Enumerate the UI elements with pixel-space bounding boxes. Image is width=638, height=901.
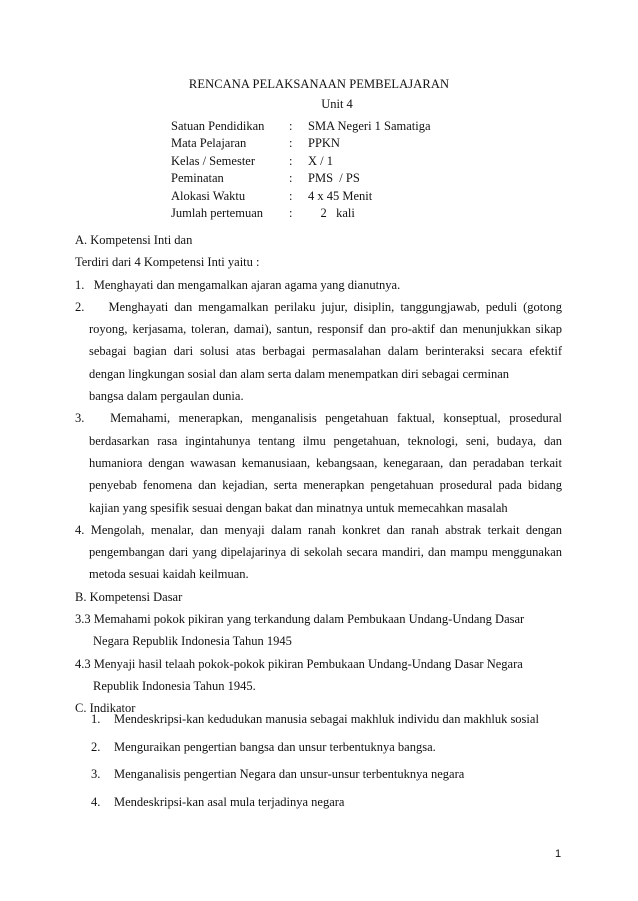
ki-item-4-line: metoda sesuai kaidah keilmuan. <box>89 567 249 582</box>
ki-item-3-line: penyebab fenomena dan kejadian, serta menerapkan pengetahuan prosedural pada bidang <box>89 478 562 493</box>
indicator-number: 2. <box>91 739 101 754</box>
meta-value: PPKN <box>308 136 340 151</box>
ki-item-2-line <box>75 296 562 318</box>
ki-number: 2. <box>75 299 85 314</box>
indicator-text: Mendeskripsi-kan kedudukan manusia sebagai makhluk individu dan makhluk sosial <box>114 712 539 726</box>
indicator-item <box>91 795 539 823</box>
meta-colon: : <box>289 119 293 133</box>
meta-row <box>171 136 431 153</box>
document-title: RENCANA PELAKSANAAN PEMBELAJARAN <box>188 77 450 91</box>
section-a <box>75 229 562 720</box>
indicator-item <box>91 712 539 740</box>
ki-item-2-line: dengan lingkungan sosial dan alam serta dalam menempatkan diri sebagai cerminan <box>89 366 509 381</box>
ki-item-2-line: sebagai bagian dari solusi atas berbagai permasalahan dalam berinteraksi secara efektif <box>89 344 562 359</box>
ki-item-3-line: kajian yang spesifik sesuai dengan bakat dan minatnya untuk memecahkan masalah <box>89 500 508 515</box>
section-a-heading: A. Kompetensi Inti dan <box>75 233 193 247</box>
ki-item-1 <box>75 274 562 296</box>
ki-text: Memahami, menerapkan, menganalisis pengetahuan faktual, konseptual, prosedural <box>110 411 562 426</box>
ki-item-4-line <box>75 519 562 541</box>
meta-label: Peminatan <box>171 171 224 186</box>
meta-label: Alokasi Waktu <box>171 188 246 203</box>
ki-item-2-line: royong, kerjasama, toleran, damai), santun, responsif dan pro-aktif dan menunjukkan sikap <box>89 322 562 337</box>
meta-label: Kelas / Semester <box>171 153 256 168</box>
indicator-number: 1. <box>91 712 101 726</box>
meta-label: Satuan Pendidikan <box>171 119 265 133</box>
indicator-text: Mendeskripsi-kan asal mula terjadinya negara <box>114 794 345 809</box>
indicator-item <box>91 740 539 768</box>
indicator-text: Menganalisis pengertian Negara dan unsur-unsur terbentuknya negara <box>114 767 465 782</box>
meta-value: PMS / PS <box>308 171 360 186</box>
section-c-heading: C. Indikator <box>75 701 136 716</box>
ki-text: Mengolah, menalar, dan menyaji dalam ranah konkret dan ranah abstrak terkait dengan <box>90 522 562 537</box>
kd-item-2-line: Republik Indonesia Tahun 1945. <box>93 678 256 693</box>
kd-number: 3.3 <box>75 612 91 627</box>
ki-number: 3. <box>75 411 85 426</box>
kd-text: Menyaji hasil telaah pokok-pokok pikiran Pembukaan Undang-Undang Dasar Negara <box>93 656 523 671</box>
meta-row <box>171 171 431 188</box>
meta-value: X / 1 <box>308 153 333 168</box>
indicator-item <box>91 767 539 795</box>
meta-label: Mata Pelajaran <box>171 136 247 151</box>
meta-colon: : <box>289 171 293 186</box>
kd-number: 4.3 <box>75 656 91 671</box>
ki-item-3-line <box>75 407 562 429</box>
meta-colon: : <box>289 188 293 203</box>
meta-label: Jumlah pertemuan <box>171 205 263 220</box>
indicator-number: 4. <box>91 794 101 809</box>
indicator-text: Menguraikan pengertian bangsa dan unsur terbentuknya bangsa. <box>114 739 436 754</box>
ki-number: 1. <box>75 277 85 292</box>
kd-item-1-line <box>75 608 562 630</box>
kd-item-1-line: Negara Republik Indonesia Tahun 1945 <box>93 634 292 649</box>
meta-colon: : <box>289 153 293 168</box>
ki-text: Menghayati dan mengamalkan ajaran agama yang dianutnya. <box>93 277 401 292</box>
meta-colon: : <box>289 136 293 151</box>
page-number: 1 <box>555 848 562 860</box>
meta-value: SMA Negeri 1 Samatiga <box>308 119 431 133</box>
ki-text: Menghayati dan mengamalkan perilaku jujur, disiplin, tanggungjawab, peduli (gotong <box>108 299 562 314</box>
ki-number: 4. <box>75 522 85 537</box>
kd-item-2-line <box>75 653 562 675</box>
ki-item-3-line: berdasarkan rasa ingintahunya tentang ilmu pengetahuan, teknologi, seni, budaya, dan <box>89 433 562 448</box>
ki-item-4-line: pengembangan dari yang dipelajarinya di sekolah secara mandiri, dan mampu menggunakan <box>89 545 562 560</box>
indicator-number: 3. <box>91 767 101 782</box>
meta-row <box>171 206 431 223</box>
identity-table <box>171 119 431 223</box>
meta-value: 2 kali <box>308 205 355 220</box>
meta-row <box>171 119 431 136</box>
section-a-intro: Terdiri dari 4 Kompetensi Inti yaitu : <box>75 255 260 270</box>
section-b-heading: B. Kompetensi Dasar <box>75 589 183 604</box>
meta-value: 4 x 45 Menit <box>308 188 373 203</box>
meta-row <box>171 189 431 206</box>
meta-row <box>171 154 431 171</box>
ki-item-3-line: humaniora dengan wawasan kemanusiaan, kebangsaan, kenegaraan, dan peradaban terkait <box>89 455 562 470</box>
ki-item-2-line: bangsa dalam pergaulan dunia. <box>89 389 244 404</box>
document-subtitle: Unit 4 <box>321 97 353 111</box>
kd-text: Memahami pokok pikiran yang terkandung dalam Pembukaan Undang-Undang Dasar <box>93 612 525 627</box>
meta-colon: : <box>289 205 293 220</box>
indicator-list <box>91 712 539 822</box>
